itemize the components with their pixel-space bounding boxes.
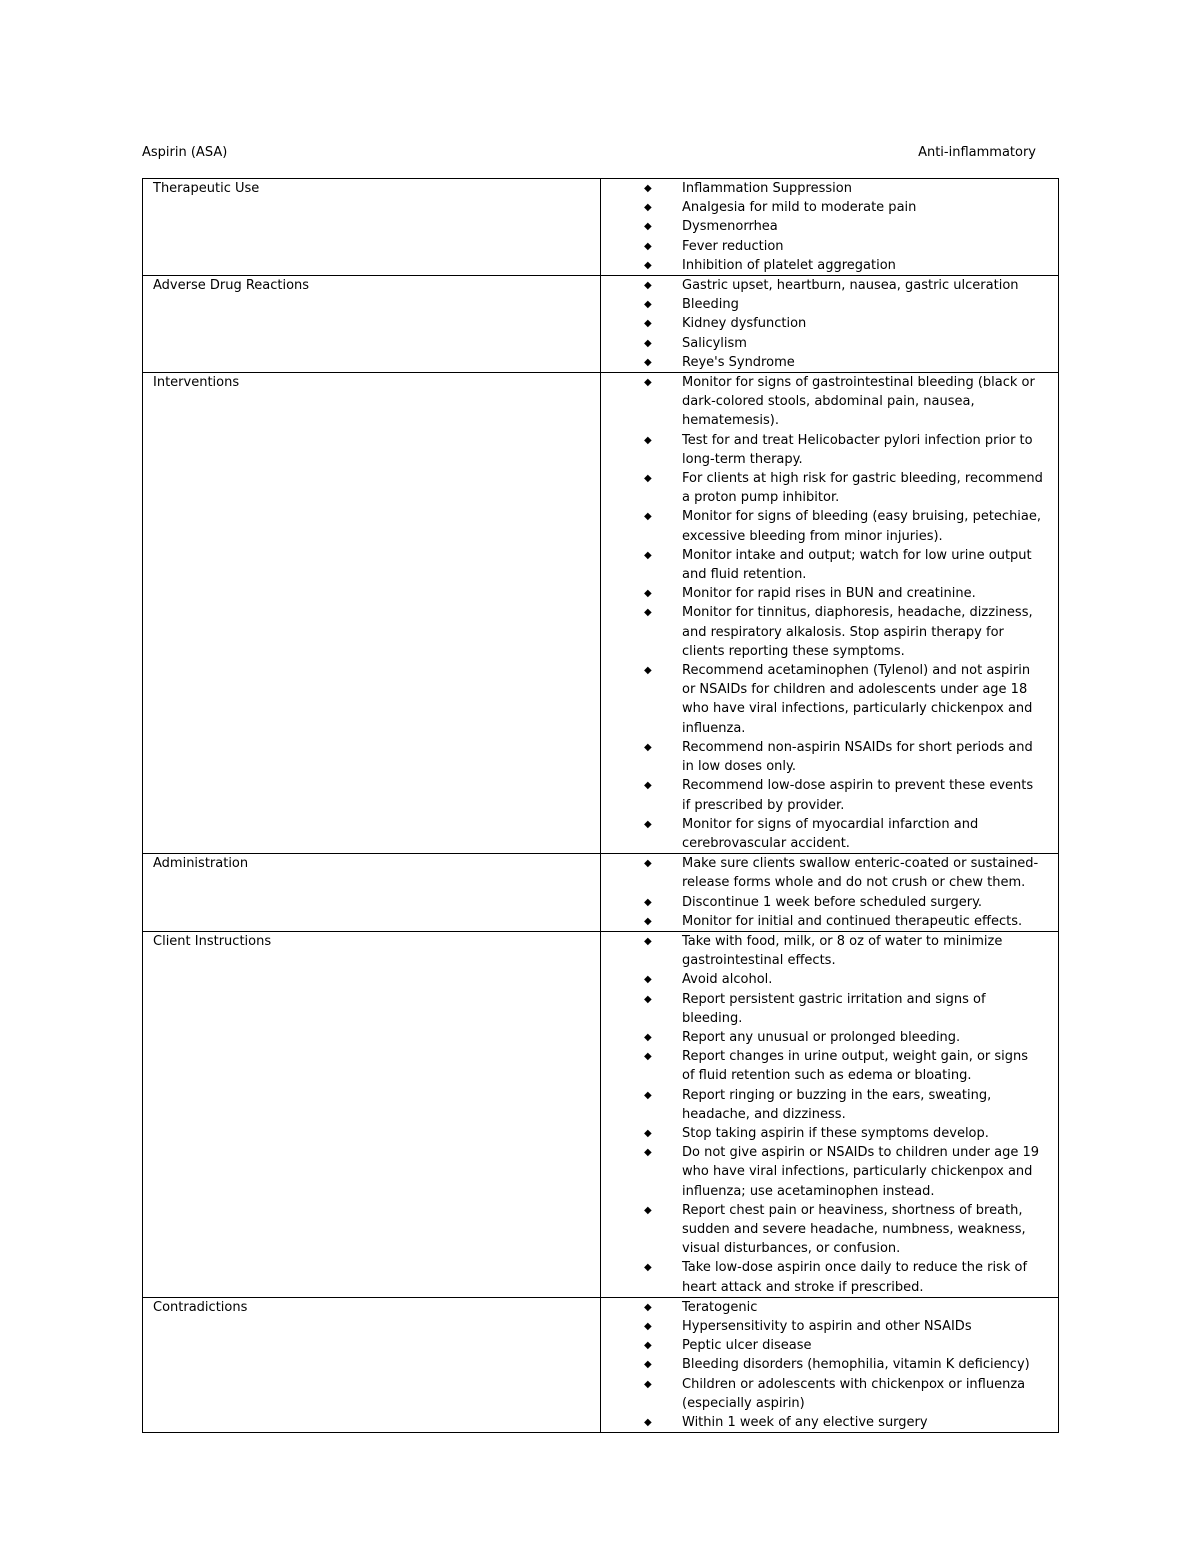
list-item <box>644 314 1044 333</box>
list-item <box>644 815 1044 853</box>
list-item <box>644 198 1044 217</box>
list-item <box>644 661 1044 738</box>
bullet-icon: ◆ <box>644 473 652 485</box>
bullet-icon: ◆ <box>644 1262 652 1274</box>
list-item <box>644 1298 1044 1317</box>
bullet-list <box>601 932 1044 1297</box>
bullet-icon: ◆ <box>644 1378 652 1390</box>
section-label: Administration <box>143 854 601 932</box>
bullet-icon: ◆ <box>644 280 652 292</box>
bullet-icon: ◆ <box>644 356 652 368</box>
list-item <box>644 893 1044 912</box>
list-item-text: For clients at high risk for gastric bleeding, recommend a proton pump inhibitor. <box>682 471 1043 506</box>
bullet-icon: ◆ <box>644 1051 652 1063</box>
bullet-icon: ◆ <box>644 588 652 600</box>
table-row <box>143 179 1059 276</box>
list-item <box>644 854 1044 892</box>
bullet-icon: ◆ <box>644 337 652 349</box>
list-item-text: Report any unusual or prolonged bleeding. <box>682 1029 961 1045</box>
list-item-text: Monitor for signs of bleeding (easy bruising, petechiae, excessive bleeding from minor injuries). <box>682 509 1042 544</box>
list-item-text: Avoid alcohol. <box>682 972 773 988</box>
bullet-icon: ◆ <box>644 318 652 330</box>
table-row <box>143 276 1059 373</box>
bullet-icon: ◆ <box>644 434 652 446</box>
section-label: Contradictions <box>143 1297 601 1432</box>
bullet-icon: ◆ <box>644 1127 652 1139</box>
list-item <box>644 431 1044 469</box>
section-items-cell <box>601 276 1059 373</box>
list-item <box>644 295 1044 314</box>
bullet-icon: ◆ <box>644 1204 652 1216</box>
drug-class: Anti-inflammatory <box>918 145 1036 160</box>
bullet-icon: ◆ <box>644 607 652 619</box>
bullet-icon: ◆ <box>644 665 652 677</box>
bullet-icon: ◆ <box>644 1031 652 1043</box>
bullet-icon: ◆ <box>644 1320 652 1332</box>
drug-name: Aspirin (ASA) <box>142 145 228 160</box>
list-item-text: Inflammation Suppression <box>682 181 852 196</box>
list-item-text: Analgesia for mild to moderate pain <box>682 200 917 216</box>
bullet-icon: ◆ <box>644 202 652 214</box>
bullet-list <box>601 179 1044 275</box>
bullet-list <box>601 854 1044 931</box>
list-item-text: Recommend non-aspirin NSAIDs for short periods and in low doses only. <box>682 739 1033 775</box>
bullet-icon: ◆ <box>644 511 652 523</box>
bullet-icon: ◆ <box>644 1359 652 1371</box>
list-item-text: Within 1 week of any elective surgery <box>682 1415 928 1430</box>
list-item-text: Discontinue 1 week before scheduled surgery. <box>682 894 983 910</box>
list-item-text: Do not give aspirin or NSAIDs to children under age 19 who have viral infections, particularly chickenpox and influenza; use acetaminophen instead. <box>682 1145 1039 1199</box>
list-item <box>644 1047 1044 1085</box>
table-row <box>143 854 1059 932</box>
bullet-icon: ◆ <box>644 1147 652 1159</box>
section-items-cell <box>601 1297 1059 1432</box>
list-item <box>644 546 1044 584</box>
list-item <box>644 237 1044 256</box>
list-item <box>644 373 1044 431</box>
list-item <box>644 776 1044 814</box>
list-item-text: Fever reduction <box>682 238 784 254</box>
bullet-icon: ◆ <box>644 741 652 753</box>
list-item-text: Take low-dose aspirin once daily to reduce the risk of heart attack and stroke if prescribed. <box>682 1260 1028 1295</box>
list-item-text: Salicylism <box>682 335 747 351</box>
list-item <box>644 1124 1044 1143</box>
list-item-text: Kidney dysfunction <box>682 316 807 332</box>
bullet-icon: ◆ <box>644 221 652 233</box>
list-item-text: Report ringing or buzzing in the ears, sweating, headache, and dizziness. <box>682 1087 992 1122</box>
list-item <box>644 584 1044 603</box>
section-label: Therapeutic Use <box>143 179 601 276</box>
list-item <box>644 1413 1044 1432</box>
bullet-list <box>601 1298 1044 1432</box>
list-item-text: Children or adolescents with chickenpox or influenza (especially aspirin) <box>682 1376 1026 1411</box>
list-item-text: Dysmenorrhea <box>682 219 778 235</box>
list-item <box>644 276 1044 295</box>
list-item-text: Report changes in urine output, weight gain, or signs of fluid retention such as edema or bloating. <box>682 1049 1029 1084</box>
list-item-text: Inhibition of platelet aggregation <box>682 257 896 273</box>
list-item-text: Bleeding <box>682 297 739 313</box>
bullet-icon: ◆ <box>644 1301 652 1313</box>
bullet-icon: ◆ <box>644 896 652 908</box>
list-item <box>644 334 1044 353</box>
list-item-text: Stop taking aspirin if these symptoms develop. <box>682 1125 989 1141</box>
section-items-cell <box>601 931 1059 1297</box>
list-item-text: Make sure clients swallow enteric-coated or sustained-release forms whole and do not crush or chew them. <box>682 856 1039 891</box>
list-item-text: Peptic ulcer disease <box>682 1338 812 1354</box>
list-item-text: Reye's Syndrome <box>682 354 795 370</box>
bullet-list <box>601 276 1044 372</box>
list-item-text: Monitor intake and output; watch for low urine output and fluid retention. <box>682 547 1032 583</box>
list-item-text: Gastric upset, heartburn, nausea, gastric ulceration <box>682 278 1019 294</box>
list-item-text: Recommend low-dose aspirin to prevent these events if prescribed by provider. <box>682 778 1034 813</box>
list-item-text: Recommend acetaminophen (Tylenol) and not aspirin or NSAIDs for children and adolescents under age 18 who have viral infections, particularly chickenpox and influenza. <box>682 663 1033 736</box>
list-item <box>644 932 1044 970</box>
section-label: Client Instructions <box>143 931 601 1297</box>
list-item <box>644 603 1044 661</box>
list-item-text: Monitor for initial and continued therapeutic effects. <box>682 913 1023 929</box>
list-item <box>644 1317 1044 1336</box>
section-label: Interventions <box>143 373 601 854</box>
list-item <box>644 1258 1044 1296</box>
list-item <box>644 179 1044 198</box>
section-label: Adverse Drug Reactions <box>143 276 601 373</box>
list-item <box>644 970 1044 989</box>
list-item-text: Test for and treat Helicobacter pylori infection prior to long-term therapy. <box>682 432 1033 467</box>
bullet-icon: ◆ <box>644 1417 652 1428</box>
bullet-icon: ◆ <box>644 259 652 271</box>
drug-info-table <box>142 178 1059 1433</box>
list-item <box>644 256 1044 275</box>
section-items-cell <box>601 373 1059 854</box>
list-item <box>644 1028 1044 1047</box>
bullet-icon: ◆ <box>644 549 652 561</box>
list-item <box>644 1201 1044 1259</box>
list-item <box>644 217 1044 236</box>
list-item-text: Report chest pain or heaviness, shortness of breath, sudden and severe headache, numbness, weakness, visual disturbances, or confusion. <box>682 1202 1026 1257</box>
bullet-icon: ◆ <box>644 299 652 311</box>
table-row <box>143 373 1059 854</box>
list-item <box>644 1375 1044 1413</box>
list-item-text: Monitor for tinnitus, diaphoresis, headache, dizziness, and respiratory alkalosis. Stop aspirin therapy for clients reporting these symptoms. <box>682 605 1033 659</box>
bullet-icon: ◆ <box>644 915 652 927</box>
list-item <box>644 990 1044 1028</box>
bullet-icon: ◆ <box>644 935 652 947</box>
drug-info-table-body <box>143 179 1059 1433</box>
bullet-icon: ◆ <box>644 818 652 830</box>
list-item <box>644 469 1044 507</box>
bullet-list <box>601 373 1044 853</box>
list-item-text: Bleeding disorders (hemophilia, vitamin K deficiency) <box>682 1357 1030 1373</box>
list-item <box>644 1143 1044 1201</box>
list-item-text: Monitor for signs of myocardial infarction and cerebrovascular accident. <box>682 816 979 851</box>
bullet-icon: ◆ <box>644 858 652 870</box>
bullet-icon: ◆ <box>644 377 652 389</box>
list-item-text: Monitor for signs of gastrointestinal bleeding (black or dark-colored stools, abdominal pain, nausea, hematemesis). <box>682 375 1035 429</box>
list-item <box>644 1336 1044 1355</box>
list-item <box>644 507 1044 545</box>
table-row <box>143 931 1059 1297</box>
bullet-icon: ◆ <box>644 183 652 194</box>
bullet-icon: ◆ <box>644 1340 652 1352</box>
list-item <box>644 1355 1044 1374</box>
bullet-icon: ◆ <box>644 993 652 1005</box>
list-item-text: Teratogenic <box>682 1299 758 1315</box>
list-item <box>644 738 1044 776</box>
section-items-cell <box>601 179 1059 276</box>
list-item <box>644 1086 1044 1124</box>
list-item-text: Monitor for rapid rises in BUN and creatinine. <box>682 586 976 602</box>
bullet-icon: ◆ <box>644 780 652 792</box>
bullet-icon: ◆ <box>644 240 652 252</box>
bullet-icon: ◆ <box>644 974 652 986</box>
table-row <box>143 1297 1059 1432</box>
list-item-text: Report persistent gastric irritation and signs of bleeding. <box>682 991 986 1026</box>
list-item <box>644 912 1044 931</box>
list-item-text: Hypersensitivity to aspirin and other NSAIDs <box>682 1318 972 1334</box>
bullet-icon: ◆ <box>644 1089 652 1101</box>
list-item <box>644 353 1044 372</box>
section-items-cell <box>601 854 1059 932</box>
list-item-text: Take with food, milk, or 8 oz of water to minimize gastrointestinal effects. <box>682 933 1003 969</box>
